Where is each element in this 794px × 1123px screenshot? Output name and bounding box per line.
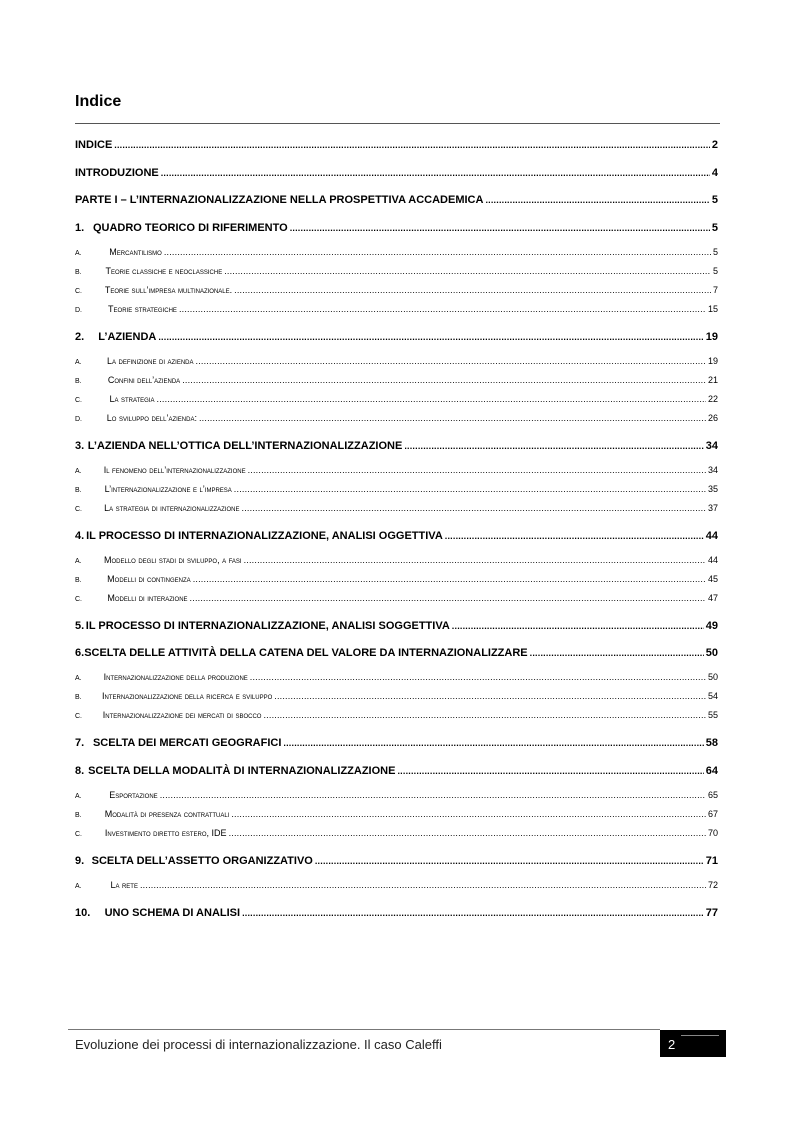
toc-dot-leader <box>140 880 706 890</box>
page-number-box <box>660 1030 726 1057</box>
toc-entry-number: C. <box>75 288 82 295</box>
toc-entry-page: 5 <box>711 222 718 234</box>
toc-entry[interactable] <box>75 647 718 661</box>
toc-entry[interactable] <box>75 465 718 479</box>
toc-entry[interactable] <box>75 167 718 181</box>
toc-entry[interactable] <box>75 266 718 280</box>
toc-entry[interactable] <box>75 620 718 634</box>
toc-entry-label: Il fenomeno dell’internazionalizzazione <box>103 465 246 475</box>
toc-entry-page: 19 <box>707 356 718 366</box>
toc-entry-label: Mercantilismo <box>109 247 162 257</box>
toc-entry-page: 50 <box>707 672 718 682</box>
toc-entry-number: 7. <box>75 737 85 749</box>
toc-entry-number: A. <box>75 468 82 475</box>
toc-dot-leader <box>250 672 706 682</box>
toc-entry-number: 2. <box>75 331 85 343</box>
toc-entry[interactable] <box>75 375 718 389</box>
toc-dot-leader <box>179 304 706 314</box>
toc-dot-leader <box>161 168 710 178</box>
toc-entry-page: 4 <box>711 167 718 179</box>
toc-entry-number: A. <box>75 793 82 800</box>
toc-entry-number: B. <box>75 269 82 276</box>
toc-dot-leader <box>157 394 706 404</box>
toc-entry[interactable] <box>75 247 718 261</box>
toc-entry[interactable] <box>75 222 718 236</box>
toc-entry[interactable] <box>75 484 718 498</box>
toc-entry-number: C. <box>75 831 82 838</box>
toc-entry-page: 2 <box>711 139 718 151</box>
toc-entry-number: D. <box>75 307 82 314</box>
toc-entry-label: Investimento diretto estero, IDE <box>104 828 227 838</box>
toc-entry-label: Teorie sull’impresa multinazionale. <box>104 285 233 295</box>
toc-entry-label: SCELTA DELLA MODALITÀ DI INTERNAZIONALIZZAZIONE <box>88 765 396 777</box>
toc-entry-page: 45 <box>707 574 718 584</box>
toc-entry-page: 54 <box>707 691 718 701</box>
toc-entry-label: Internazionalizzazione dei mercati di sbocco <box>102 710 262 720</box>
toc-entry-page: 71 <box>705 855 718 867</box>
toc-entry[interactable] <box>75 880 718 894</box>
toc-entry-label: Teorie strategiche <box>108 304 177 314</box>
toc-entry-label: Internazionalizzazione della ricerca e sviluppo <box>102 691 273 701</box>
toc-entry-number: 4. <box>75 530 85 542</box>
toc-dot-leader <box>242 503 706 513</box>
toc-entry-page: 77 <box>705 907 718 919</box>
toc-dot-leader <box>242 908 704 918</box>
page-title: Indice <box>75 93 122 110</box>
toc-entry-page: 35 <box>707 484 718 494</box>
toc-dot-leader <box>196 356 706 366</box>
page-box-rule <box>681 1035 719 1036</box>
toc-entry-label: Esportazione <box>109 790 158 800</box>
toc-entry[interactable] <box>75 710 718 724</box>
toc-entry-page: 65 <box>707 790 718 800</box>
toc-dot-leader <box>404 441 703 451</box>
toc-entry-number: 10. <box>75 907 91 919</box>
toc-entry-label: Modello degli stadi di sviluppo, a fasi <box>103 555 242 565</box>
toc-dot-leader <box>231 809 706 819</box>
toc-entry-number: A. <box>75 675 82 682</box>
toc-entry[interactable] <box>75 907 718 921</box>
toc-dot-leader <box>244 555 706 565</box>
toc-entry[interactable] <box>75 855 718 869</box>
toc-dot-leader <box>234 484 706 494</box>
toc-dot-leader <box>182 375 706 385</box>
toc-entry-page: 5 <box>711 194 718 206</box>
toc-entry-page: 64 <box>705 765 718 777</box>
toc-dot-leader <box>263 710 706 720</box>
toc-entry[interactable] <box>75 672 718 686</box>
toc-entry-number: B. <box>75 694 82 701</box>
toc-dot-leader <box>224 266 711 276</box>
toc-entry-label: IL PROCESSO DI INTERNAZIONALIZZAZIONE, ANALISI SOGGETTIVA <box>85 620 450 632</box>
toc-dot-leader <box>445 531 704 541</box>
toc-entry[interactable] <box>75 555 718 569</box>
toc-dot-leader <box>158 332 703 342</box>
toc-entry-number: A. <box>75 558 82 565</box>
toc-entry[interactable] <box>75 765 718 779</box>
toc-dot-leader <box>530 648 704 658</box>
toc-dot-leader <box>452 621 704 631</box>
toc-entry-number: B. <box>75 378 82 385</box>
toc-entry-label: Confini dell’azienda <box>107 375 181 385</box>
toc-entry-page: 44 <box>705 530 718 542</box>
toc-entry[interactable] <box>75 139 718 153</box>
toc-entry-number: C. <box>75 397 82 404</box>
toc-entry-page: 22 <box>707 394 718 404</box>
footer-text: Evoluzione dei processi di internazionalizzazione. Il caso Caleffi <box>75 1037 442 1052</box>
toc-entry-page: 58 <box>705 737 718 749</box>
toc-entry-label: INDICE <box>75 139 113 151</box>
toc-entry-page: 5 <box>712 266 718 276</box>
toc-entry-page: 15 <box>707 304 718 314</box>
toc-entry-page: 19 <box>705 331 718 343</box>
toc-entry[interactable] <box>75 413 718 427</box>
toc-entry-label: INTRODUZIONE <box>75 167 159 179</box>
toc-entry-label: PARTE I – L’INTERNAZIONALIZZAZIONE NELLA PROSPETTIVA ACCADEMICA <box>75 194 484 206</box>
toc-entry-label: La definizione di azienda <box>106 356 194 366</box>
toc-dot-leader <box>199 413 706 423</box>
toc-entry[interactable] <box>75 331 718 345</box>
toc-dot-leader <box>190 593 706 603</box>
toc-entry-page: 70 <box>707 828 718 838</box>
toc-dot-leader <box>315 856 704 866</box>
toc-entry-number: 3. <box>75 440 85 452</box>
toc-entry-label: L’AZIENDA NELL’OTTICA DELL’INTERNAZIONALIZZAZIONE <box>87 440 403 452</box>
toc-entry-number: 1. <box>75 222 85 234</box>
toc-entry-label: SCELTA DELL’ASSETTO ORGANIZZATIVO <box>91 855 313 867</box>
toc-entry-label: La rete <box>110 880 138 890</box>
toc-entry-number: B. <box>75 812 82 819</box>
toc-entry-number: A. <box>75 359 82 366</box>
toc-entry-page: 49 <box>705 620 718 632</box>
toc-entry[interactable] <box>75 737 718 751</box>
toc-entry[interactable] <box>75 304 718 318</box>
toc-entry-number: C. <box>75 713 82 720</box>
toc-entry-page: 26 <box>707 413 718 423</box>
toc-entry-number: C. <box>75 506 82 513</box>
toc-dot-leader <box>248 465 706 475</box>
toc-entry[interactable] <box>75 593 718 607</box>
toc-entry-number: B. <box>75 487 82 494</box>
toc-entry-label: Modelli di contingenza <box>107 574 191 584</box>
toc-dot-leader <box>229 828 706 838</box>
toc-entry-page: 72 <box>707 880 718 890</box>
toc-entry-number: 9. <box>75 855 85 867</box>
toc-entry-label: SCELTA DEI MERCATI GEOGRAFICI <box>92 737 282 749</box>
toc-dot-leader <box>274 691 706 701</box>
toc-entry[interactable] <box>75 828 718 842</box>
toc-entry-label: La strategia di internazionalizzazione <box>104 503 240 513</box>
toc-entry-page: 50 <box>705 647 718 659</box>
toc-entry-page: 7 <box>712 285 718 295</box>
toc-entry-number: A. <box>75 250 82 257</box>
toc-entry[interactable] <box>75 691 718 705</box>
toc-entry-page: 34 <box>705 440 718 452</box>
toc-entry-label: Modalità di presenza contrattuali <box>104 809 230 819</box>
toc-entry-label: La strategia <box>109 394 155 404</box>
toc-entry[interactable] <box>75 194 718 208</box>
toc-dot-leader <box>283 738 703 748</box>
toc-entry-label: IL PROCESSO DI INTERNAZIONALIZZAZIONE, ANALISI OGGETTIVA <box>86 530 443 542</box>
toc-entry-label: Internazionalizzazione della produzione <box>103 672 248 682</box>
toc-entry-page: 55 <box>707 710 718 720</box>
toc-entry[interactable] <box>75 285 718 299</box>
toc-entry[interactable] <box>75 574 718 588</box>
toc-entry-label: Modelli di interazione <box>107 593 188 603</box>
toc-entry-number: A. <box>75 883 82 890</box>
toc-entry-number: D. <box>75 416 82 423</box>
toc-entry-label: SCELTA DELLE ATTIVITÀ DELLA CATENA DEL VALORE DA INTERNAZIONALIZZARE <box>84 647 528 659</box>
toc-dot-leader <box>397 766 703 776</box>
toc-entry[interactable] <box>75 809 718 823</box>
toc-entry-page: 37 <box>707 503 718 513</box>
toc-entry-number: 6. <box>75 647 85 659</box>
toc-entry-number: B. <box>75 577 82 584</box>
toc-dot-leader <box>164 247 711 257</box>
toc-entry-page: 34 <box>707 465 718 475</box>
toc-dot-leader <box>160 790 706 800</box>
toc-entry[interactable] <box>75 394 718 408</box>
footer-divider <box>68 1029 660 1030</box>
toc-entry-page: 5 <box>712 247 718 257</box>
toc-entry-label: UNO SCHEMA DI ANALISI <box>104 907 241 919</box>
toc-dot-leader <box>114 140 710 150</box>
toc-entry-page: 44 <box>707 555 718 565</box>
toc-entry[interactable] <box>75 503 718 517</box>
toc-entry-label: L’AZIENDA <box>98 331 157 343</box>
toc-entry[interactable] <box>75 790 718 804</box>
toc-entry-label: QUADRO TEORICO DI RIFERIMENTO <box>92 222 288 234</box>
toc-entry-number: C. <box>75 596 82 603</box>
toc-dot-leader <box>193 574 706 584</box>
toc-entry-page: 21 <box>707 375 718 385</box>
toc-entry[interactable] <box>75 440 718 454</box>
toc-entry-page: 67 <box>707 809 718 819</box>
toc-entry-label: Lo sviluppo dell’azienda: <box>106 413 197 423</box>
toc-entry-label: Teorie classiche e neoclassiche <box>105 266 223 276</box>
toc-entry[interactable] <box>75 530 718 544</box>
toc-entry-label: L’internazionalizzazione e l’impresa <box>104 484 232 494</box>
toc-entry-page: 47 <box>707 593 718 603</box>
toc-entry-number: 8. <box>75 765 85 777</box>
toc-entry-number: 5. <box>75 620 85 632</box>
toc-dot-leader <box>485 195 709 205</box>
toc-dot-leader <box>290 223 710 233</box>
page-number: 2 <box>668 1037 676 1052</box>
toc-entry[interactable] <box>75 356 718 370</box>
toc-dot-leader <box>234 285 711 295</box>
